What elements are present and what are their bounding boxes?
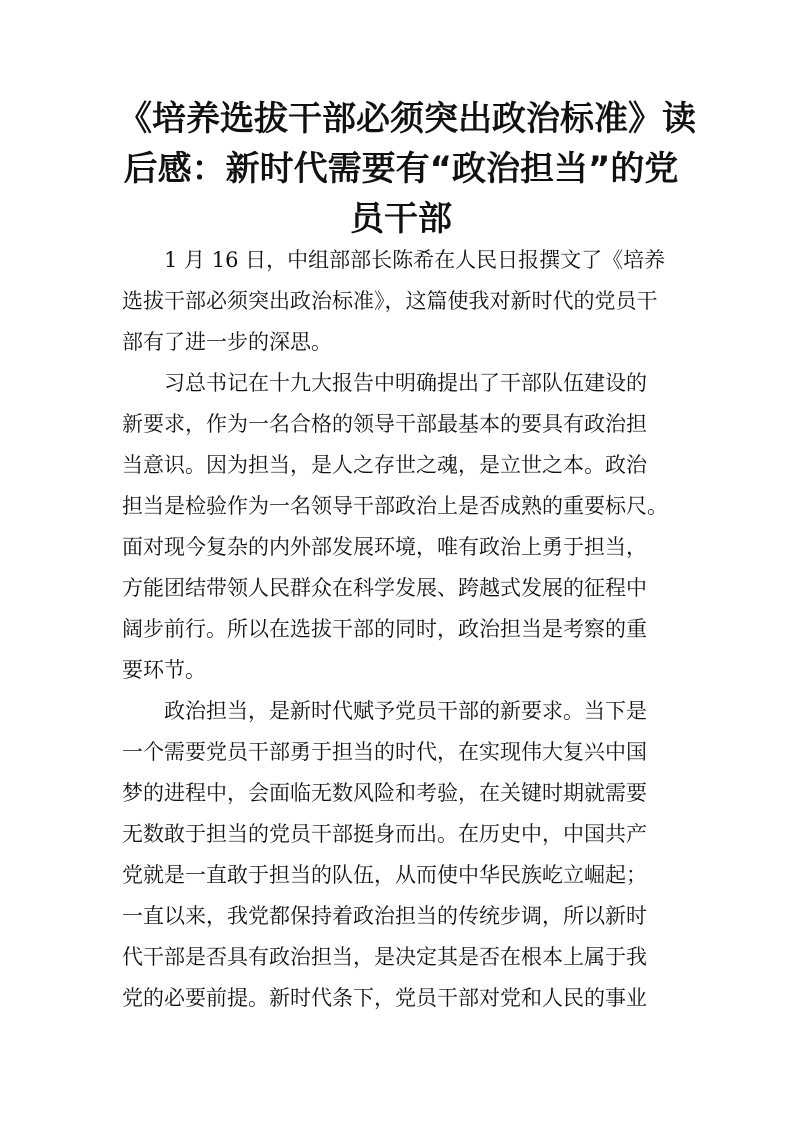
text-line: 阔步前行。所以在选拔干部的同时，政治担当是考察的重 <box>122 617 647 641</box>
text-line: 1 月 16 日，中组部部长陈希在人民日报撰文了《培养 <box>164 248 666 272</box>
text-line: 党就是一直敢于担当的队伍，从而使中华民族屹立崛起； <box>122 863 647 887</box>
paragraph-1 <box>122 240 682 363</box>
text-line: 方能团结带领人民群众在科学发展、跨越式发展的征程中 <box>122 576 647 600</box>
text-line: 选拔干部必须突出政治标准》，这篇使我对新时代的党员干 <box>122 289 658 313</box>
text-line: 要环节。 <box>122 658 206 682</box>
text-line: 习总书记在十九大报告中明确提出了干部队伍建设的 <box>164 371 647 395</box>
text-line: 一直以来，我党都保持着政治担当的传统步调，所以新时 <box>122 904 647 928</box>
text-line: 党的必要前提。新时代条下，党员干部对党和人民的事业 <box>122 986 647 1010</box>
text-line: 担当是检验作为一名领导干部政治上是否成熟的重要标尺。 <box>122 494 668 518</box>
text-line: 政治担当，是新时代赋予党员干部的新要求。当下是 <box>164 699 647 723</box>
text-line: 梦的进程中，会面临无数风险和考验，在关键时期就需要 <box>122 781 647 805</box>
text-line: 一个需要党员干部勇于担当的时代，在实现伟大复兴中国 <box>122 740 647 764</box>
text-line: 部有了进一步的深思。 <box>122 330 332 354</box>
text-line: 代干部是否具有政治担当，是决定其是否在根本上属于我 <box>122 945 647 969</box>
paragraph-2 <box>122 363 682 691</box>
title-line: 《培养选拔干部必须突出政治标准》读 <box>118 99 696 139</box>
paragraph-3 <box>122 691 682 1019</box>
title-line: 后感：新时代需要有“政治担当”的党 <box>123 149 679 189</box>
text-line: 当意识。因为担当，是人之存世之魂，是立世之本。政治 <box>122 453 647 477</box>
text-line: 新要求，作为一名合格的领导干部最基本的要具有政治担 <box>122 412 647 436</box>
text-line: 面对现今复杂的内外部发展环境，唯有政治上勇于担当， <box>122 535 647 559</box>
title-line: 员干部 <box>350 199 452 239</box>
document-body <box>122 240 682 1019</box>
document-title <box>118 94 696 244</box>
text-line: 无数敢于担当的党员干部挺身而出。在历史中，中国共产 <box>122 822 647 846</box>
